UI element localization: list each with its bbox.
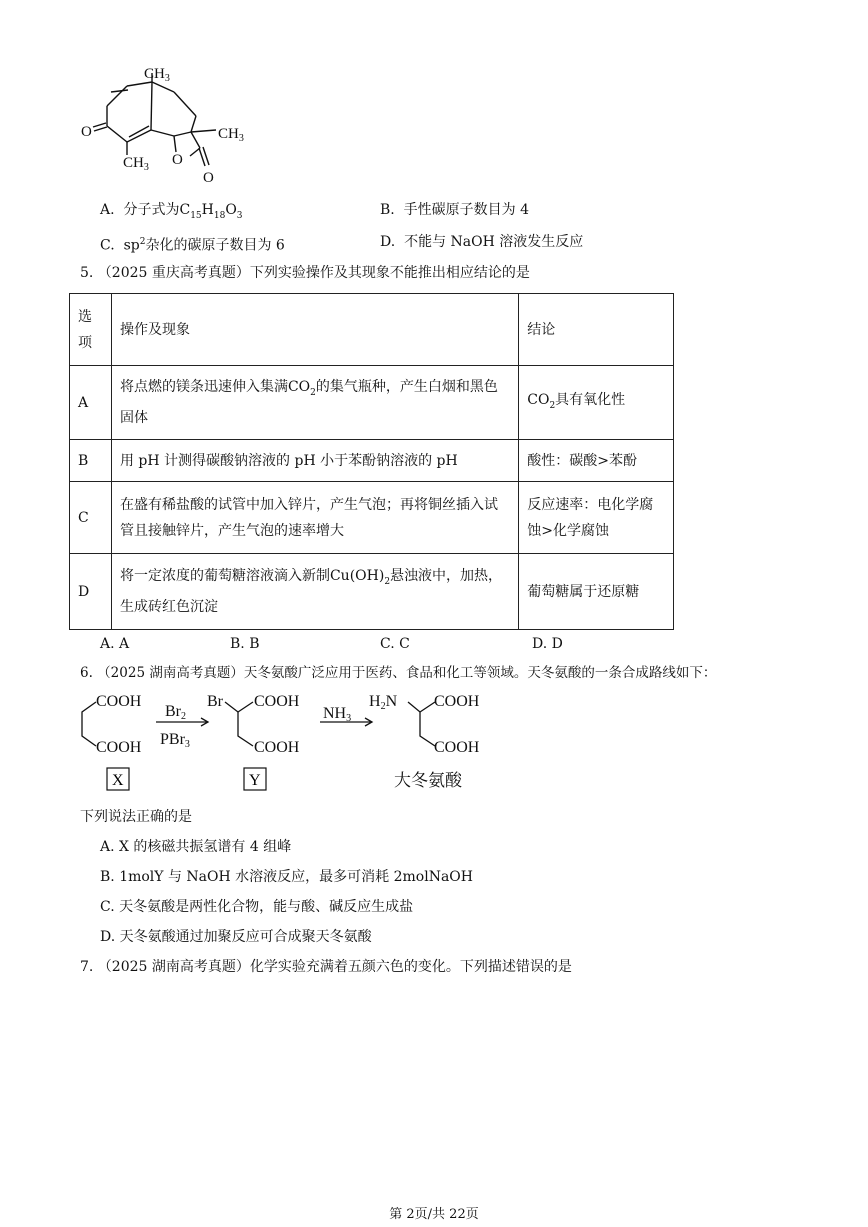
q5-answer-b: B. B — [230, 636, 260, 652]
header-option-label-2: 项 — [78, 334, 92, 351]
row-key: A — [70, 366, 112, 440]
table-header-row — [70, 294, 674, 366]
table-row — [70, 440, 674, 482]
y-cooh-bottom: COOH — [254, 739, 300, 756]
q5-experiment-table — [69, 293, 674, 630]
q5-stem: 5. （2025 重庆高考真题）下列实验操作及其现象不能推出相应结论的是 — [80, 265, 530, 281]
row-conclusion: 酸性：碳酸>苯酚 — [519, 440, 674, 482]
q4-molecule-structure — [70, 60, 290, 195]
reagent-br2: Br2 — [165, 703, 186, 722]
header-operation: 操作及现象 — [111, 294, 518, 366]
row-operation: 用 pH 计测得碳酸钠溶液的 pH 小于苯酚钠溶液的 pH — [111, 440, 518, 482]
x-cooh-bottom: COOH — [96, 739, 142, 756]
product-cooh-bottom: COOH — [434, 739, 480, 756]
q7-stem: 7. （2025 湖南高考真题）化学实验充满着五颜六色的变化。下列描述错误的是 — [80, 959, 572, 975]
row-conclusion: 反应速率：电化学腐蚀>化学腐蚀 — [519, 482, 674, 554]
row-operation: 将一定浓度的葡萄糖溶液滴入新制$Cu(OH)_2$悬浊液中，加热，生成砖红色沉淀 — [111, 554, 518, 630]
q5-answer-c: C. C — [380, 636, 410, 652]
row-operation: 在盛有稀盐酸的试管中加入锌片，产生气泡；再将铜丝插入试管且接触锌片，产生气泡的速率增大 — [111, 482, 518, 554]
product-cooh-top: COOH — [434, 693, 480, 710]
q6-option-b: B. 1molY 与 NaOH 水溶液反应，最多可消耗 2molNaOH — [100, 869, 473, 885]
reagent-pbr3: PBr3 — [160, 731, 190, 750]
q6-prompt: 下列说法正确的是 — [80, 809, 192, 825]
q6-stem: 6. （2025 湖南高考真题）天冬氨酸广泛应用于医药、食品和化工等领域。天冬氨酸的一条合成路线如下： — [80, 665, 717, 681]
q6-synthesis-scheme — [70, 686, 510, 798]
q4-option-a: A. 分子式为$C_{15}H_{18}O_3$ — [100, 202, 243, 221]
row-key: B — [70, 440, 112, 482]
product-name: 大冬氨酸 — [394, 771, 462, 790]
q4-option-d: D. 不能与 NaOH 溶液发生反应 — [380, 234, 584, 250]
q4-ketone-o-label: O — [81, 124, 92, 140]
y-br-label: Br — [207, 693, 223, 710]
q4-ring-o-label: O — [172, 152, 183, 168]
q4-methyl-right-label: $CH_3$ — [218, 126, 244, 144]
q4-methyl-top-label: $CH_3$ — [144, 66, 170, 84]
row-conclusion: 葡萄糖属于还原糖 — [519, 554, 674, 630]
header-option-label-1: 选 — [78, 308, 92, 325]
q6-option-c: C. 天冬氨酸是两性化合物，能与酸、碱反应生成盐 — [100, 899, 414, 915]
q4-option-b: B. 手性碳原子数目为 4 — [380, 202, 530, 218]
y-cooh-top: COOH — [254, 693, 300, 710]
label-y: Y — [249, 772, 261, 789]
page-footer: 第 2页/共 22页 — [389, 1207, 479, 1222]
row-operation: 将点燃的镁条迅速伸入集满$CO_2$的集气瓶种，产生白烟和黑色固体 — [111, 366, 518, 440]
q6-option-d: D. 天冬氨酸通过加聚反应可合成聚天冬氨酸 — [100, 929, 372, 945]
q5-answer-d: D. D — [532, 636, 563, 652]
table-row — [70, 554, 674, 630]
row-key: D — [70, 554, 112, 630]
reagent-nh3: NH3 — [323, 705, 352, 724]
row-conclusion: $CO_2$具有氧化性 — [519, 366, 674, 440]
table-row — [70, 482, 674, 554]
q5-answer-a: A. A — [100, 636, 130, 652]
q4-methyl-bottom-label: $CH_3$ — [123, 155, 149, 173]
x-cooh-top: COOH — [96, 693, 142, 710]
row-key: C — [70, 482, 112, 554]
q4-lactone-o-label: O — [203, 170, 214, 186]
header-conclusion: 结论 — [519, 294, 674, 366]
product-h2n-label: H2N — [369, 693, 398, 712]
q4-option-c: C. $sp^2$杂化的碳原子数目为 6 — [100, 237, 285, 254]
table-row — [70, 366, 674, 440]
label-x: X — [112, 772, 124, 789]
q6-option-a: A. X 的核磁共振氢谱有 4 组峰 — [100, 839, 292, 855]
